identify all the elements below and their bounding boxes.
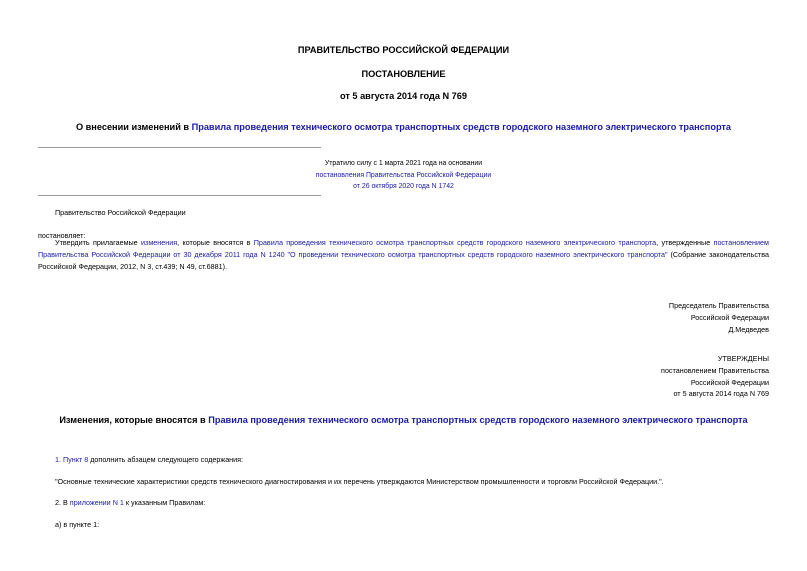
- section-title-rules-link[interactable]: Правила проведения технического осмотра транспортных средств городского наземного электрического транспорта: [208, 415, 748, 425]
- item-2a: а) в пункте 1:: [55, 520, 100, 529]
- rules-link[interactable]: Правила проведения технического осмотра транспортных средств городского наземного электрического транспорта: [253, 238, 657, 247]
- resolution-1240-link[interactable]: постановлением Правительства Российской Федерации от 30 декабря 2011 года N 1240 "О проведении технического осмотра транспортных средств городского наземного электрического транспорта": [38, 238, 769, 259]
- section-title-prefix: Изменения, которые вносятся в: [59, 415, 209, 425]
- signature-line-1: Председатель Правительства: [668, 301, 769, 310]
- decree-paragraph: [38, 237, 769, 273]
- approval-line-2: постановлением Правительства: [661, 365, 769, 375]
- item-1: [55, 454, 243, 466]
- appendix-1-link[interactable]: приложении N 1: [69, 498, 124, 507]
- signature-name: Д.Медведев: [728, 324, 769, 334]
- title-rules-link[interactable]: Правила проведения технического осмотра транспортных средств городского наземного электрического транспорта: [191, 122, 732, 132]
- approval-line-3: Российской Федерации: [690, 377, 769, 387]
- p1-start: Утвердить прилагаемые: [55, 238, 142, 247]
- item-1-quote: "Основные технические характеристики средств технического диагностирования и их перечень утверждаются Министерством промышленности и торговли Российской Федерации.".: [55, 477, 664, 486]
- title-prefix: О внесении изменений в: [75, 122, 192, 132]
- approval-line-1: УТВЕРЖДЕНЫ: [717, 354, 769, 363]
- item-1-text: дополнить абзацем следующего содержания:: [88, 455, 244, 464]
- item-2-start: 2. В: [55, 498, 70, 507]
- document-date: от 5 августа 2014 года N 769: [339, 91, 468, 101]
- document-type: ПОСТАНОВЛЕНИЕ: [361, 69, 446, 79]
- status-repeal-link[interactable]: постановления Правительства Российской Федерации: [315, 171, 492, 179]
- p1-mid2: , утвержденные: [656, 238, 714, 247]
- item-2: [55, 497, 205, 509]
- divider-top: [38, 147, 321, 148]
- government-heading: ПРАВИТЕЛЬСТВО РОССИЙСКОЙ ФЕДЕРАЦИИ: [297, 45, 510, 55]
- section-title: [0, 415, 807, 425]
- divider-bottom: [38, 195, 321, 196]
- p1-mid1: , которые вносятся в: [177, 238, 254, 247]
- preamble-decides: постановляет:: [38, 231, 86, 240]
- p1-end: (Собрание законодательства Российской Федерации, 2012, N 3, ст.439; N 49, ст.6881).: [38, 250, 769, 271]
- item-2-end: к указанным Правилам:: [123, 498, 206, 507]
- changes-link[interactable]: изменения: [141, 238, 178, 247]
- item-1-point-8-link[interactable]: 1. Пункт 8: [55, 455, 89, 464]
- status-line-1: Утратило силу с 1 марта 2021 года на основании: [324, 160, 483, 167]
- signature-block: [669, 300, 769, 335]
- approval-block: [661, 353, 769, 400]
- status-repeal-date-link[interactable]: от 26 октября 2020 года N 1742: [353, 183, 454, 190]
- document-title: [0, 122, 807, 132]
- preamble-government: Правительство Российской Федерации: [55, 208, 186, 217]
- signature-line-2: Российской Федерации: [690, 312, 769, 322]
- approval-line-4: от 5 августа 2014 года N 769: [673, 389, 769, 399]
